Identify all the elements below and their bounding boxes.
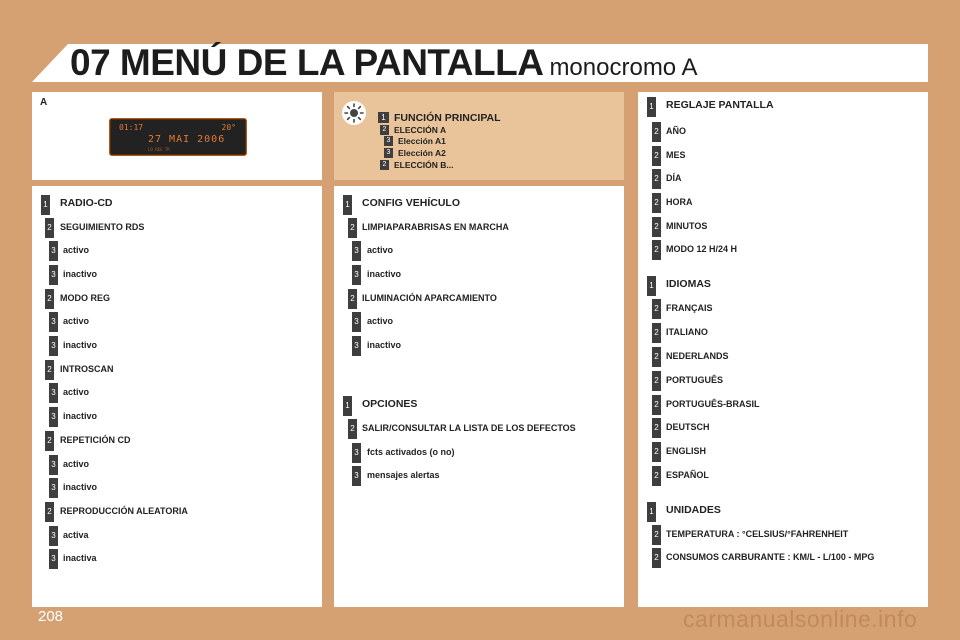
page-title: [70, 42, 698, 84]
panel-funcion-principal: [334, 92, 624, 180]
menu-item-label: activo: [63, 316, 90, 326]
level-badge: 3: [49, 312, 58, 332]
menu-item-label: inactivo: [63, 411, 98, 421]
menu-item-label: REGLAJE PANTALLA: [666, 99, 774, 111]
menu-item-label: INTROSCAN: [60, 364, 114, 374]
menu-item-label: ENGLISH: [666, 446, 707, 456]
menu-item-label: activo: [63, 387, 90, 397]
level-badge: 2: [652, 418, 661, 438]
funcion-item-label: FUNCIÓN PRINCIPAL: [394, 111, 501, 124]
level-badge: 2: [348, 218, 357, 238]
level-badge: 3: [49, 549, 58, 569]
menu-item-label: AÑO: [666, 126, 686, 136]
menu-item-label: mensajes alertas: [367, 470, 440, 480]
menu-item-label: activo: [367, 245, 394, 255]
menu-item-label: MES: [666, 150, 686, 160]
menu-item-label: DÍA: [666, 173, 682, 183]
level-badge: 2: [652, 525, 661, 545]
level-badge: 3: [49, 336, 58, 356]
menu-item-label: ITALIANO: [666, 327, 708, 337]
menu-item-label: inactivo: [63, 269, 98, 279]
menu-item-label: ESPAÑOL: [666, 470, 709, 480]
lcd-small-text: LO REG TR: [148, 147, 170, 152]
funcion-item: [384, 132, 446, 146]
lcd-temp: 20°: [221, 123, 236, 132]
menu-item-label: inactivo: [63, 340, 98, 350]
level-badge: 2: [348, 419, 357, 439]
menu-item-label: MODO REG: [60, 293, 111, 303]
level-badge: 3: [384, 136, 393, 146]
level-badge: 2: [45, 218, 54, 238]
menu-item-label: MINUTOS: [666, 221, 708, 231]
level-badge: 3: [352, 312, 361, 332]
menu-item-label: REPRODUCCIÓN ALEATORIA: [60, 506, 188, 516]
level-badge: 2: [45, 289, 54, 309]
watermark: carmanualsonline.info: [683, 606, 918, 632]
level-badge: 2: [348, 289, 357, 309]
funcion-item-label: ELECCIÓN A: [394, 124, 447, 135]
level-badge: 3: [352, 443, 361, 463]
menu-item-label: ILUMINACIÓN APARCAMIENTO: [362, 293, 497, 303]
menu-item-label: inactivo: [367, 340, 402, 350]
level-badge: 1: [647, 97, 656, 117]
page-title-main: 07 MENÚ DE LA PANTALLA: [70, 42, 544, 83]
level-badge: 3: [352, 466, 361, 486]
level-badge: 2: [652, 548, 661, 568]
menu-item-label: SALIR/CONSULTAR LA LISTA DE LOS DEFECTOS: [362, 423, 576, 433]
menu-item-label: fcts activados (o no): [367, 447, 455, 457]
level-badge: 3: [49, 241, 58, 261]
level-badge: 2: [652, 240, 661, 260]
lcd-time: 01:17: [119, 123, 144, 132]
label-a: A: [40, 97, 48, 108]
level-badge: 3: [49, 526, 58, 546]
menu-item-label: inactivo: [367, 269, 402, 279]
level-badge: 2: [380, 125, 389, 135]
level-badge: 2: [652, 442, 661, 462]
level-badge: 2: [45, 502, 54, 522]
page-number: 208: [38, 608, 64, 625]
level-badge: 3: [352, 336, 361, 356]
menu-item-label: PORTUGUÊS-BRASIL: [666, 399, 760, 409]
level-badge: 1: [647, 276, 656, 296]
menu-item-label: SEGUIMIENTO RDS: [60, 222, 145, 232]
menu-item-label: HORA: [666, 197, 693, 207]
funcion-item-label: Elección A2: [398, 147, 446, 158]
level-badge: 2: [652, 347, 661, 367]
level-badge: 2: [45, 360, 54, 380]
funcion-item: [380, 121, 447, 135]
level-badge: 3: [49, 265, 58, 285]
funcion-item: [378, 109, 501, 124]
menu-item-label: OPCIONES: [362, 398, 418, 410]
page-title-sub: monocromo A: [549, 54, 698, 81]
level-badge: 2: [45, 431, 54, 451]
menu-item-label: inactiva: [63, 553, 97, 563]
level-badge: 1: [41, 195, 50, 215]
level-badge: 2: [652, 217, 661, 237]
level-badge: 3: [49, 407, 58, 427]
level-badge: 3: [49, 383, 58, 403]
menu-item-label: IDIOMAS: [666, 278, 711, 290]
menu-item-label: CONSUMOS CARBURANTE : KM/L - L/100 - MPG: [666, 552, 875, 562]
level-badge: 3: [384, 148, 393, 158]
level-badge: 2: [652, 371, 661, 391]
menu-item-label: UNIDADES: [666, 504, 721, 516]
menu-item-label: activo: [367, 316, 394, 326]
level-badge: 2: [652, 169, 661, 189]
level-badge: 2: [652, 323, 661, 343]
menu-item-label: RADIO-CD: [60, 197, 113, 209]
menu-item-label: LIMPIAPARABRISAS EN MARCHA: [362, 222, 509, 232]
menu-item-label: DEUTSCH: [666, 422, 710, 432]
level-badge: 2: [652, 299, 661, 319]
level-badge: 3: [49, 455, 58, 475]
funcion-item-label: ELECCIÓN B...: [394, 159, 454, 170]
menu-item-label: activa: [63, 530, 89, 540]
menu-item-label: REPETICIÓN CD: [60, 435, 131, 445]
level-badge: 2: [652, 466, 661, 486]
level-badge: 2: [652, 146, 661, 166]
funcion-item: [384, 144, 446, 158]
level-badge: 1: [343, 396, 352, 416]
menu-item-label: FRANÇAIS: [666, 303, 713, 313]
level-badge: 1: [647, 502, 656, 522]
level-badge: 3: [49, 478, 58, 498]
menu-item-label: MODO 12 H/24 H: [666, 244, 738, 254]
menu-item-label: activo: [63, 245, 90, 255]
level-badge: 3: [352, 241, 361, 261]
level-badge: 2: [380, 160, 389, 170]
menu-item-label: PORTUGUÊS: [666, 375, 724, 385]
lcd-date: 27 MAI 2006: [148, 134, 226, 145]
level-badge: 1: [343, 195, 352, 215]
menu-item-label: TEMPERATURA : °CELSIUS/°FAHRENHEIT: [666, 529, 849, 539]
menu-item-label: NEDERLANDS: [666, 351, 729, 361]
level-badge: 1: [378, 112, 389, 123]
menu-item-label: inactivo: [63, 482, 98, 492]
funcion-item-label: Elección A1: [398, 135, 446, 146]
menu-item-label: activo: [63, 459, 90, 469]
level-badge: 2: [652, 193, 661, 213]
level-badge: 2: [652, 122, 661, 142]
level-badge: 2: [652, 395, 661, 415]
display-settings-icon: [342, 101, 366, 125]
menu-item-label: CONFIG VEHÍCULO: [362, 197, 461, 209]
funcion-item: [380, 156, 454, 170]
level-badge: 3: [352, 265, 361, 285]
lcd-display: [109, 118, 247, 156]
